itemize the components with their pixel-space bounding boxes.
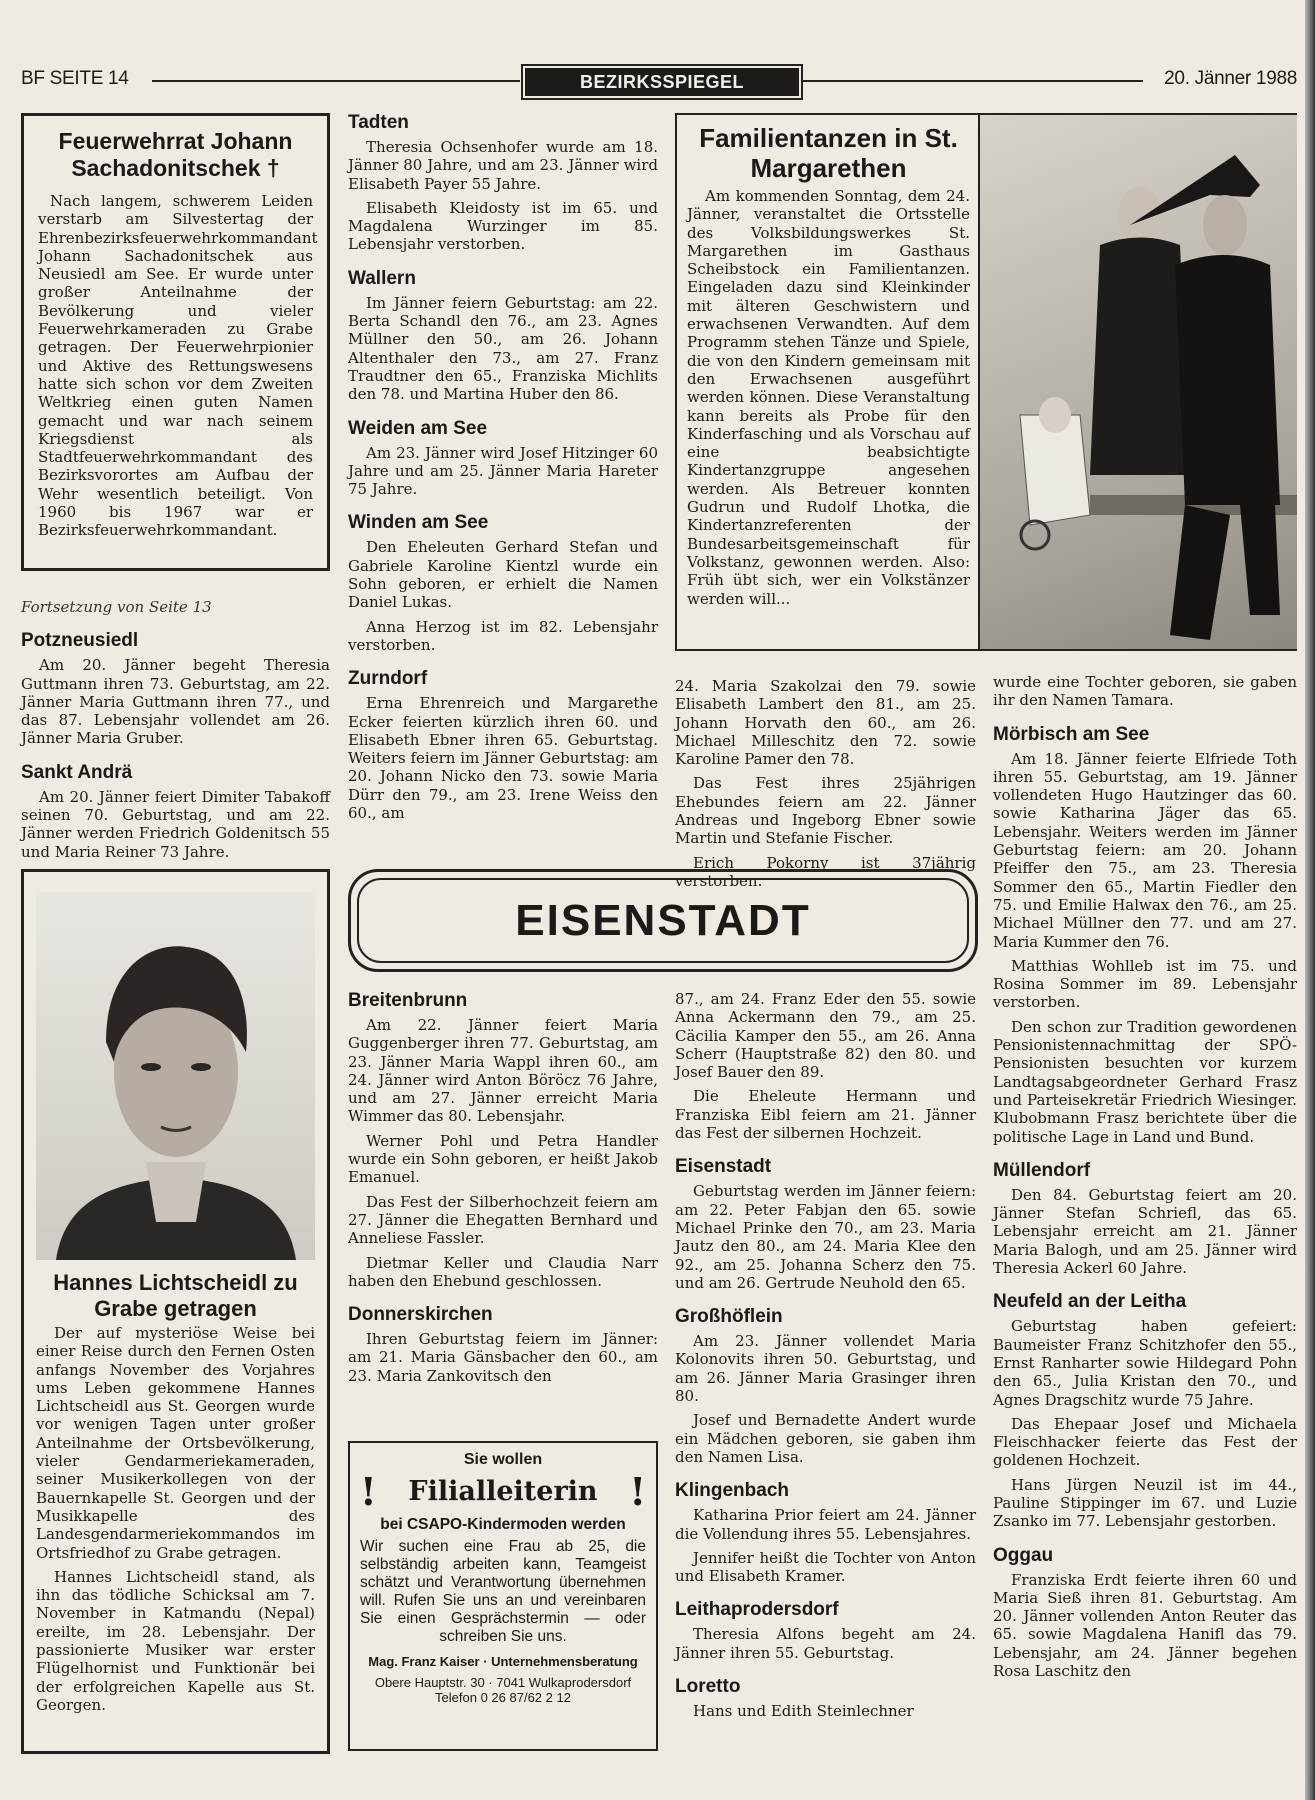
- town-heading: Neufeld an der Leitha: [993, 1291, 1187, 1313]
- news-paragraph: Am 23. Jänner vollendet Maria Kolonovits ihren 50. Geburtstag, und am 26. Jänner Maria Grasinger ihren 80.: [675, 1332, 976, 1406]
- news-paragraph: Geburtstag werden im Jänner feiern: am 22. Peter Fabjan den 65. sowie Michael Prinke den 70., am 23. Maria Jautz den 80., am 24. Maria Klee den 92., am 25. Johanna Scherz den 75. und am 26. Gertrude Neuhold den 65.: [675, 1182, 976, 1292]
- ad-headline: Filialleiterin: [408, 1476, 598, 1507]
- news-paragraph: Den Eheleuten Gerhard Stefan und Gabriele Karoline Kientzl wurde ein Sohn geboren, er erhielt die Namen Daniel Lukas.: [348, 538, 658, 612]
- news-paragraph: Im Jänner feiern Geburtstag: am 22. Berta Schandl den 76., am 23. Agnes Müllner den 50., am 26. Johann Altenthaler den 73., am 27. Franz Traudtner den 65., Franziska Michlits den 78. und Martina Huber den 86.: [348, 293, 658, 404]
- news-paragraph: Geburtstag haben gefeiert: Baumeister Franz Schitzhofer den 55., Ernst Ranharter sowie Hildegard Pohn den 65., Julia Kristan den 70., und Agnes Dragschitz wurde 75 Jahre.: [993, 1317, 1297, 1409]
- town-heading: Tadten: [348, 112, 409, 133]
- town-heading: Winden am See: [348, 512, 489, 534]
- town-heading: Sankt Andrä: [21, 761, 133, 783]
- news-paragraph: Hans Jürgen Neuzil ist im 44., Pauline Stippinger im 67. und Luzie Zsanko im 77. Lebensjahr gestorben.: [993, 1475, 1297, 1531]
- news-paragraph: Anna Herzog ist im 82. Lebensjahr verstorben.: [348, 617, 658, 654]
- town-heading: Klingenbach: [675, 1480, 790, 1502]
- obituary-box: [21, 113, 330, 571]
- news-paragraph: Die Eheleute Hermann und Franziska Eibl feiern am 21. Jänner das Fest der silbernen Hochzeit.: [675, 1087, 976, 1143]
- news-paragraph: Josef und Bernadette Andert wurde ein Mädchen geboren, sie gaben ihm den Namen Lisa.: [675, 1411, 976, 1466]
- column-2-bottom: [348, 990, 658, 1391]
- news-paragraph: Matthias Wohlleb ist im 75. und Rosina Sommer im 89. Lebensjahr verstorben.: [993, 956, 1297, 1012]
- column-2-top: [348, 112, 658, 828]
- news-paragraph: Katharina Prior feiert am 24. Jänner die Vollendung ihres 55. Lebensjahres.: [675, 1506, 976, 1543]
- job-advertisement: [348, 1441, 658, 1751]
- issue-date: 20. Jänner 1988: [1164, 68, 1297, 89]
- column-4: [993, 673, 1297, 1686]
- town-heading: Loretto: [675, 1676, 741, 1698]
- news-paragraph: Am 23. Jänner wird Josef Hitzinger 60 Jahre und am 25. Jänner Maria Hareter 75 Jahre.: [348, 443, 658, 499]
- town-heading: Großhöflein: [675, 1306, 783, 1328]
- eisenstadt-banner: [348, 869, 978, 972]
- ad-company: Mag. Franz Kaiser · Unternehmensberatung: [368, 1654, 638, 1669]
- hannes-box: [21, 869, 330, 1754]
- news-paragraph: Das Fest der Silberhochzeit feiern am 27. Jänner die Ehegatten Bernhard und Anneliese Fassler.: [348, 1192, 658, 1248]
- news-paragraph: Das Fest ihres 25jährigen Ehebundes feiern am 22. Jänner Andreas und Ingeborg Ebner sowie Martin und Stefanie Fischer.: [675, 774, 976, 848]
- news-paragraph: Am 20. Jänner feiert Dimiter Tabakoff seinen 70. Geburtstag, und am 22. Jänner werden Friedrich Goldenitsch 55 und Maria Reiner 73 Jahre.: [21, 787, 330, 861]
- column-3-top: [675, 677, 976, 896]
- news-paragraph: Hans und Edith Steinlechner: [693, 1702, 914, 1721]
- news-paragraph: Den 84. Geburtstag feiert am 20. Jänner Stefan Schriefl, das 65. Lebensjahr erreicht am 21. Jänner Maria Balogh, und am 25. Jänner wird Theresia Ackerl 60 Jahre.: [993, 1185, 1297, 1278]
- feature-text: Am kommenden Sonntag, dem 24. Jänner, veranstaltet die Ortsstelle des Volksbildungswerkes St. Margarethen im Gasthaus Scheibstock ein Familientanzen. Eingeladen dazu sind Kleinkinder mit älteren Geschwistern und erwachsenen Verwandten. Auf dem Programm stehen Tänze und Spiele, die von den Kindern gemeinsam mit den Erwachsenen ausgeführt werden können. Diese Veranstaltung kann bereits als Probe für den Kinderfasching und als Vorschau auf eine beabsichtigte Kindertanzgruppe angesehen werden. Als Betreuer konnten Gudrun und Rudolf Lhotka, die Kindertanzreferenten der Bundesarbeitsgemeinschaft für Volkstanz, gewonnen werden. Also: Früh übt sich, wer ein Volkstänzer werden will...: [687, 187, 970, 608]
- feature-text-wrap: [687, 123, 970, 614]
- town-heading: Zurndorf: [348, 668, 428, 690]
- town-heading: Donnerskirchen: [348, 1304, 493, 1326]
- hannes-paragraph: Der auf mysteriöse Weise bei einer Reise durch den Fernen Osten anfangs November des Vorjahres ums Leben gekommene Hannes Lichtscheidl aus St. Georgen wurde vor wenigen Tagen unter großer Anteilnahme der Ortsbevölkerung, vieler Gendarmeriekameraden, seiner Musikerkollegen von der Bauernkapelle St. Georgen und der Musikkapelle des Landesgendarmeriekommandos im Ortsfriedhof zu Grabe getragen.: [36, 1324, 315, 1562]
- ad-line2: bei CSAPO-Kindermoden werden: [380, 1516, 626, 1533]
- column-1: [21, 598, 330, 867]
- news-paragraph: Ihren Geburtstag feiern im Jänner: am 21. Maria Gänsbacher den 60., am 23. Maria Zankovitsch den: [348, 1330, 658, 1385]
- town-heading: Breitenbrunn: [348, 990, 468, 1011]
- obituary-title: Feuerwehrrat Johann Sachadonitschek †: [58, 128, 293, 181]
- section-title: BEZIRKSSPIEGEL: [525, 68, 799, 96]
- ad-body: Wir suchen eine Frau ab 25, die selbständig arbeiten kann, Teamgeist schätzt und Verantwortung übernehmen will. Rufen Sie uns an und vereinbaren Sie einen Gesprächstermin — oder schreiben Sie uns.: [360, 1538, 646, 1645]
- news-paragraph: Jennifer heißt die Tochter von Anton und Elisabeth Kramer.: [675, 1548, 976, 1586]
- news-paragraph: Am 22. Jänner feiert Maria Guggenberger ihren 77. Geburtstag, am 23. Jänner Maria Wappl ihren 60., am 24. Jänner wird Anton Böröcz 76 Jahre, und am 27. Jänner erreicht Maria Wimmer das 80. Lebensjahr.: [348, 1016, 658, 1126]
- news-paragraph: wurde eine Tochter geboren, sie gaben ihr den Namen Tamara.: [993, 673, 1297, 710]
- town-heading: Potzneusiedl: [21, 630, 139, 652]
- eisenstadt-title: EISENSTADT: [357, 878, 969, 963]
- ad-address: Obere Hauptstr. 30 · 7041 Wulkaprodersdorf: [374, 1675, 632, 1690]
- ad-line1: Sie wollen: [463, 1451, 543, 1468]
- news-paragraph: Dietmar Keller und Claudia Narr haben den Ehebund geschlossen.: [348, 1253, 658, 1290]
- exclamation-icon: !: [629, 1469, 646, 1514]
- portrait-photo: [36, 892, 315, 1260]
- obituary-text-wrap: [38, 192, 318, 540]
- town-heading: Eisenstadt: [675, 1156, 772, 1178]
- family-dance-image: [980, 115, 1297, 649]
- news-paragraph: Erna Ehrenreich und Margarethe Ecker feierten kürzlich ihren 60. und Elisabeth Ebner ihren 65. Geburtstag. Weiters feiern im Jänner Geburtstag: am 20. Johann Nicko den 73. sowie Maria Dürr den 79., am 23. Irene Weiss den 60., am: [348, 694, 658, 823]
- hannes-title: Hannes Lichtscheidl zu Grabe getragen: [53, 1270, 298, 1321]
- portrait-image: [36, 892, 315, 1260]
- news-paragraph: 24. Maria Szakolzai den 79. sowie Elisabeth Lambert den 81., am 25. Johann Horvath den 60., am 26. Michael Milleschitz den 72. sowie Karoline Pamer den 78.: [675, 677, 976, 769]
- news-paragraph: Elisabeth Kleidosty ist im 65. und Magdalena Wurzinger im 85. Lebensjahr verstorben.: [348, 198, 658, 254]
- news-paragraph: Am 18. Jänner feierte Elfriede Toth ihren 55. Geburtstag, am 19. Jänner vollendeten Hugo Hautzinger das 60. sowie Katharina Jäger das 65. Lebensjahr. Weiters werden im Jänner Geburtstag feiern: am 20. Johann Pfeiffer den 75., am 23. Theresia Sommer den 65., Martin Fiedler den 75. und Emilie Halwax den 76., am 25. Michael Müllner den 77. und am 27. Maria Kummer den 76.: [993, 749, 1297, 951]
- exclamation-icon: !: [360, 1469, 377, 1514]
- news-paragraph: Theresia Ochsenhofer wurde am 18. Jänner 80 Jahre, und am 23. Jänner wird Elisabeth Payer 55 Jahre.: [348, 138, 658, 193]
- header-rule: [803, 80, 1143, 82]
- news-paragraph: 87., am 24. Franz Eder den 55. sowie Anna Ackermann den 79., am 25. Cäcilia Kamper den 55., am 26. Anna Scherr (Hauptstraße 82) den 80. und Josef Bauer den 89.: [675, 990, 976, 1082]
- news-paragraph: Den schon zur Tradition gewordenen Pensionistennachmittag der SPÖ-Pensionisten besuchten vor kurzem Landtagsabgeordneter Gerhard Frasz und Parteisekretär Friedrich Wiesinger. Klubobmann Frasz berichtete über die politische Lage in Land und Bund.: [993, 1017, 1297, 1146]
- town-heading: Oggau: [993, 1544, 1054, 1566]
- column-3-bottom: [675, 990, 976, 1726]
- hannes-text: [36, 1324, 315, 1714]
- news-paragraph: Franziska Erdt feierte ihren 60 und Maria Sieß ihren 81. Geburtstag. Am 20. Jänner vollenden Anton Reuter das 65. sowie Magdalena Hanifl das 79. Lebensjahr, am 24. Jänner begehen Rosa Laschitz den: [993, 1570, 1297, 1681]
- news-paragraph: Erich Pokorny ist 37jährig verstorben.: [675, 853, 976, 890]
- feature-title: Familientanzen in St. Margarethen: [699, 123, 958, 183]
- town-heading: Leithaprodersdorf: [675, 1599, 839, 1621]
- continuation-note: Fortsetzung von Seite 13: [21, 598, 212, 616]
- town-heading: Müllendorf: [993, 1159, 1091, 1181]
- ad-phone: Telefon 0 26 87/62 2 12: [435, 1690, 571, 1705]
- feature-box: [675, 113, 1297, 651]
- section-banner: [521, 64, 803, 100]
- obituary-text: Nach langem, schwerem Leiden verstarb am Silvestertag der Ehrenbezirksfeuerwehrkommandant Johann Sachadonitschek aus Neusiedl am See. Er wurde unter großer Anteilnahme der Bevölkerung und vieler Feuerwehrkameraden zu Grabe getragen. Der Feuerwehrpionier und Aktive des Rettungswesens hatte sich schon vor dem Zweiten Weltkrieg einen guten Namen gemacht und war nach seinem Kriegsdienst als Stadtfeuerwehrkommandant des Bezirksvorortes am Aufbau der Wehr wesentlich beteiligt. Von 1960 bis 1967 war er Bezirksfeuerwehrkommandant.: [38, 192, 318, 540]
- page-edge: [1305, 0, 1315, 1800]
- news-paragraph: Das Ehepaar Josef und Michaela Fleischhacker feierte das Fest der goldenen Hochzeit.: [993, 1414, 1297, 1470]
- hannes-paragraph: Hannes Lichtscheidl stand, als ihn das tödliche Schicksal am 7. November in Katmandu (Nepal) ereilte, im 28. Lebensjahr. Der passionierte Musiker war erster Flügelhornist und Funktionär bei der erfolgreichen Kapelle aus St. Georgen.: [36, 1567, 315, 1714]
- town-heading: Wallern: [348, 267, 416, 289]
- page-number: BF SEITE 14: [21, 68, 129, 89]
- header-rule: [152, 80, 520, 82]
- news-paragraph: Theresia Alfons begeht am 24. Jänner ihren 55. Geburtstag.: [675, 1625, 976, 1662]
- ad-headline-row: [360, 1469, 646, 1514]
- town-heading: Mörbisch am See: [993, 723, 1150, 745]
- news-paragraph: Werner Pohl und Petra Handler wurde ein Sohn geboren, er heißt Jakob Emanuel.: [348, 1131, 658, 1187]
- news-paragraph: Am 20. Jänner begeht Theresia Guttmann ihren 73. Geburtstag, am 22. Jänner Maria Guttmann ihren 77., und das 87. Lebensjahr vollendet am 26. Jänner Maria Gruber.: [21, 656, 330, 748]
- family-dance-photo: [978, 115, 1297, 649]
- town-heading: Weiden am See: [348, 417, 488, 439]
